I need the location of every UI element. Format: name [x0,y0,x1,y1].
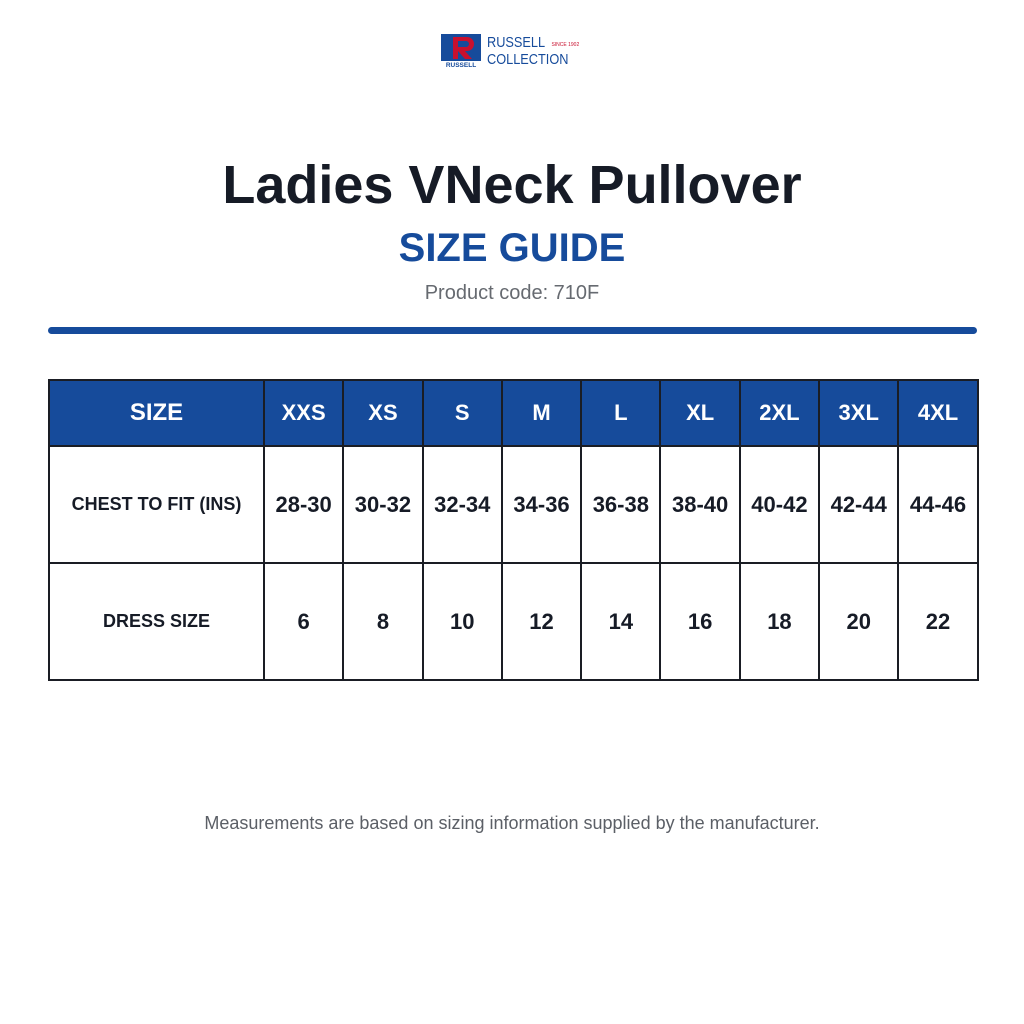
logo-collection-text: COLLECTION [487,51,569,68]
table-cell: 10 [423,563,502,680]
size-header-cell: 2XL [740,380,819,446]
brand-logo-inner [441,34,583,68]
size-header-row [49,380,978,446]
size-header-cell: 3XL [819,380,898,446]
brand-logo [0,34,1024,68]
footer-note: Measurements are based on sizing information supplied by the manufacturer. [204,813,820,833]
table-row-chest [49,446,978,563]
russell-r-icon [441,34,481,68]
logo-since-text: SINCE 1902 [551,42,580,48]
table-row-dress-size [49,563,978,680]
table-cell: 34-36 [502,446,581,563]
logo-brand-row [487,35,583,50]
page-subtitle: SIZE GUIDE [398,226,626,270]
size-header-cell: XL [660,380,739,446]
table-cell: 30-32 [343,446,422,563]
table-cell: 8 [343,563,422,680]
table-cell: 36-38 [581,446,660,563]
logo-wordmark [487,35,583,67]
header-divider [48,327,977,334]
size-header-cell: XS [343,380,422,446]
table-cell: 32-34 [423,446,502,563]
row-label: DRESS SIZE [49,563,264,680]
table-cell: 38-40 [660,446,739,563]
logo-brand-text: RUSSELL [487,34,546,51]
size-header-label: SIZE [49,380,264,446]
table-cell: 12 [502,563,581,680]
size-header-cell: 4XL [898,380,977,446]
table-cell: 16 [660,563,739,680]
table-cell: 6 [264,563,343,680]
logo-mark-label: RUSSELL [445,62,477,68]
table-cell: 42-44 [819,446,898,563]
size-table [48,379,979,681]
table-cell: 18 [740,563,819,680]
size-header-cell: M [502,380,581,446]
table-cell: 22 [898,563,977,680]
page-title: Ladies VNeck Pullover [222,155,802,215]
table-cell: 14 [581,563,660,680]
product-code: Product code: 710F [424,282,600,304]
table-cell: 20 [819,563,898,680]
table-cell: 28-30 [264,446,343,563]
table-cell: 40-42 [740,446,819,563]
table-cell: 44-46 [898,446,977,563]
row-label: CHEST TO FIT (INS) [49,446,264,563]
size-header-cell: S [423,380,502,446]
size-header-cell: L [581,380,660,446]
size-header-cell: XXS [264,380,343,446]
